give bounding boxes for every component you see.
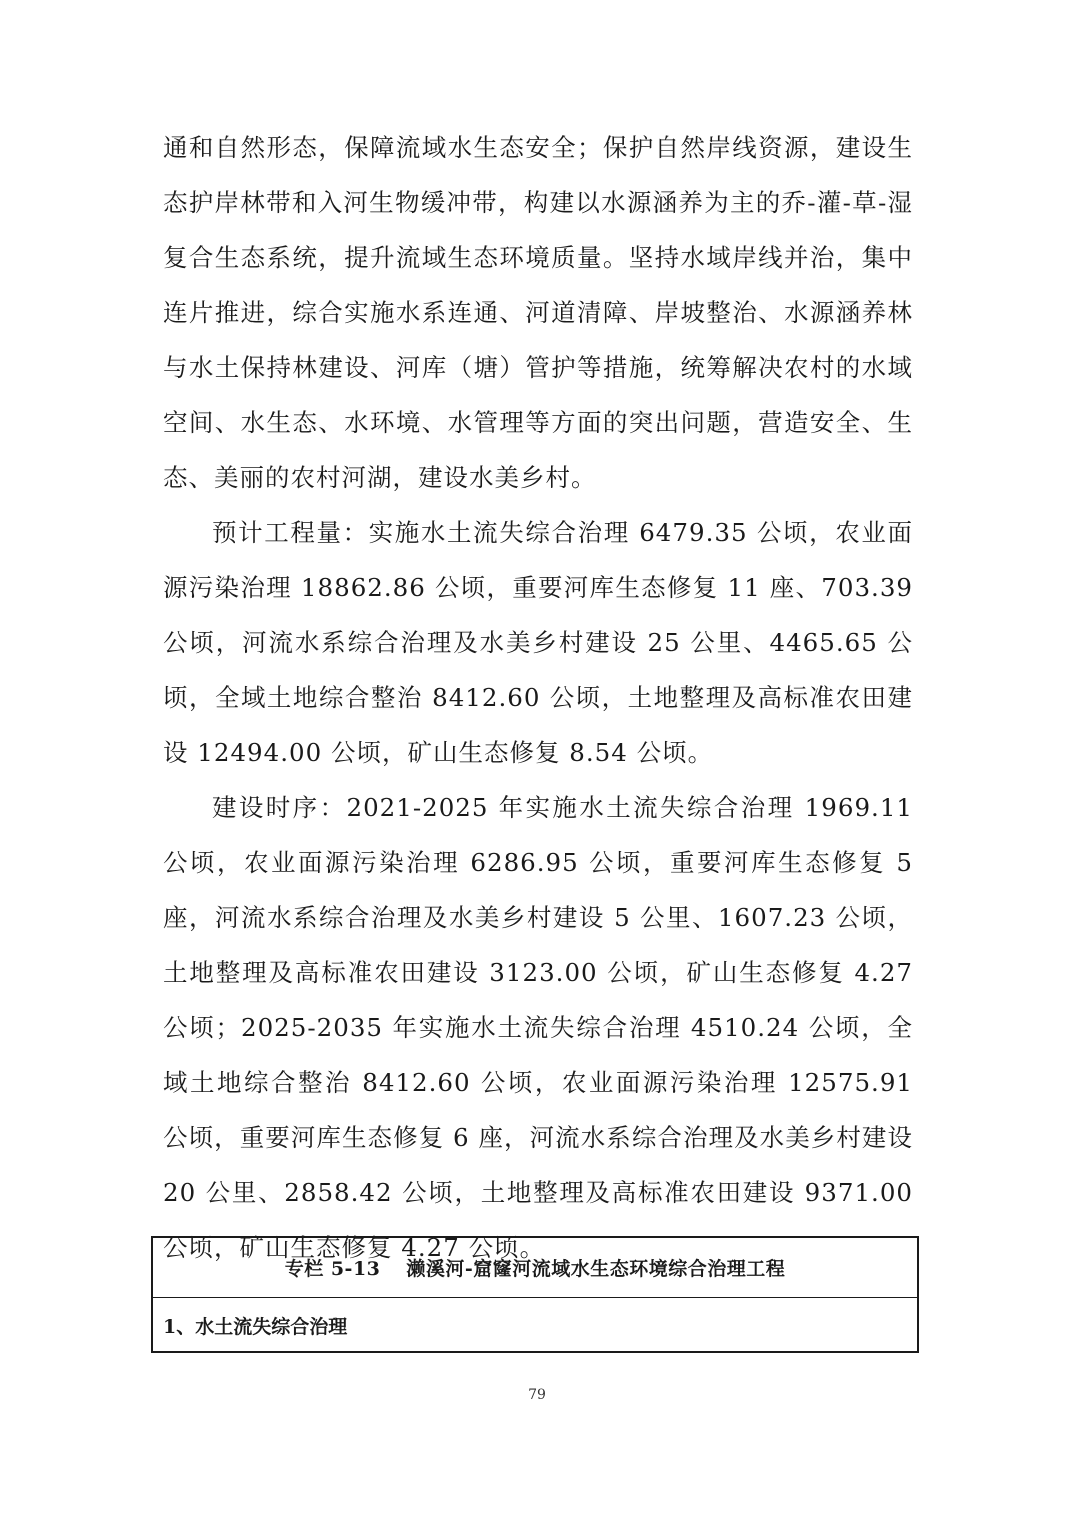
page-number: 79 (528, 1387, 546, 1403)
box-title-row (153, 1238, 917, 1298)
paragraph-continuation: 通和自然形态，保障流域水生态安全；保护自然岸线资源，建设生态护岸林带和入河生物缓冲带，构建以水源涵养为主的乔-灌-草-湿复合生态系统，提升流域生态环境质量。坚持水域岸线并治，集中连片推进，综合实施水系连通、河道清障、岸坡整治、水源涵养林与水土保持林建设、河库（塘）管护等措施，统筹解决农村的水域空间、水生态、水环境、水管理等方面的突出问题，营造安全、生态、美丽的农村河湖，建设水美乡村。 (163, 133, 913, 492)
box-section-row (153, 1298, 917, 1352)
body-text (163, 120, 913, 1275)
box-title: 濑溪河-窟窿河流域水生态环境综合治理工程 (406, 1258, 786, 1280)
paragraph-estimated-quantities: 预计工程量：实施水土流失综合治理 6479.35 公顷，农业面源污染治理 18862.86 公顷，重要河库生态修复 11 座、703.39 公顷，河流水系综合治理及水美乡村建设 25 公里、4465.65 公顷，全域土地综合整治 8412.60 公顷，土地整理及高标准农田建设 12494.00 公顷，矿山生态修复 8.54 公顷。 (163, 518, 913, 767)
box-label: 专栏 5-13 (284, 1258, 381, 1280)
paragraph-construction-schedule: 建设时序：2021-2025 年实施水土流失综合治理 1969.11 公顷，农业面源污染治理 6286.95 公顷，重要河库生态修复 5 座，河流水系综合治理及水美乡村建设 5 公里、1607.23 公顷，土地整理及高标准农田建设 3123.00 公顷，矿山生态修复 4.27 公顷；2025-2035 年实施水土流失综合治理 4510.24 公顷，全域土地综合整治 8412.60 公顷，农业面源污染治理 12575.91 公顷，重要河库生态修复 6 座，河流水系综合治理及水美乡村建设 20 公里、2858.42 公顷，土地整理及高标准农田建设 9371.00 公顷，矿山生态修复 4.27 公顷。 (163, 793, 913, 1262)
project-column-box (151, 1236, 919, 1353)
box-section-heading: 1、水土流失综合治理 (163, 1315, 348, 1338)
